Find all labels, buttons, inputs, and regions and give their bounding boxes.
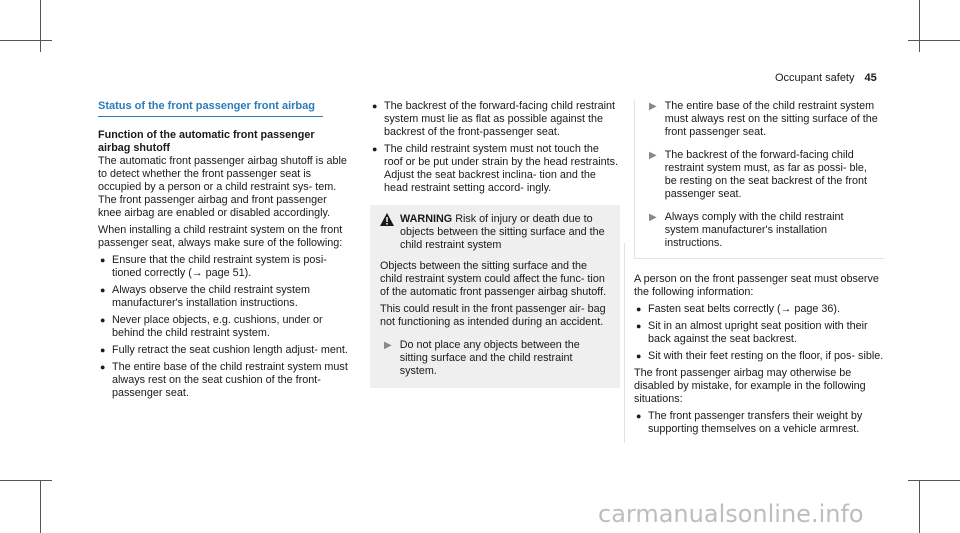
- bullet-icon: ●: [636, 304, 642, 314]
- list-item: ● Ensure that the child restraint system is posi- tioned correctly (→ page 51).: [100, 254, 327, 279]
- list-item: ● The backrest of the forward-facing child restraint system must lie as flat as possible against the backrest of the front-passenger seat.: [372, 100, 616, 138]
- page-header: [775, 72, 877, 85]
- arrow-right-icon: ▶: [649, 101, 657, 112]
- crop-mark: [908, 40, 960, 41]
- list-item: ● Always observe the child restraint system manufacturer's installation instructions.: [100, 284, 311, 309]
- crop-mark: [0, 480, 52, 481]
- bullet-list: [634, 410, 884, 436]
- list-item: ● Sit with their feet resting on the floor, if pos- sible.: [636, 350, 884, 362]
- instruction-panel: [634, 100, 884, 259]
- warning-box: [370, 205, 620, 388]
- list-item: ● Fasten seat belts correctly (→ page 36).: [636, 303, 841, 315]
- crop-mark: [40, 0, 41, 52]
- crop-mark: [908, 480, 960, 481]
- column-3: [634, 100, 884, 440]
- arrow-right-icon: ▶: [384, 340, 392, 351]
- instruction-text: The entire base of the child restraint system must always rest on the sitting surface of the front passenger seat.: [664, 100, 878, 138]
- list-item: ● Sit in an almost upright seat position with their back against the seat backrest.: [636, 320, 868, 345]
- section-title: Status of the front passenger front airbag: [98, 100, 323, 117]
- paragraph: A person on the front passenger seat must observe the following information:: [634, 273, 879, 298]
- bullet-icon: ●: [636, 321, 642, 331]
- instruction-item: [645, 211, 880, 250]
- warning-body: Objects between the sitting surface and the child restraint system could affect the func- tion of the automatic front passenger airbag shutoff.: [380, 260, 607, 298]
- crop-mark: [919, 0, 920, 52]
- warning-heading: [380, 213, 610, 252]
- column-2: [370, 100, 620, 388]
- instruction-text: Always comply with the child restraint system manufacturer's installation instructions.: [664, 211, 844, 249]
- section-name: Occupant safety: [775, 72, 855, 84]
- bullet-list: [98, 254, 348, 400]
- instruction-item: [645, 149, 880, 201]
- warning-body: This could result in the front passenger air- bag not functioning as intended during an accident.: [380, 303, 606, 328]
- instruction-text: Do not place any objects between the sitting surface and the child restraint system.: [399, 339, 580, 377]
- paragraph: When installing a child restraint system on the front passenger seat, always make sure of the following:: [98, 224, 343, 249]
- bullet-icon: ●: [100, 345, 106, 355]
- paragraph: The front passenger airbag may otherwise be disabled by mistake, for example in the following situations:: [634, 367, 866, 405]
- warning-triangle-icon: [380, 213, 394, 226]
- bullet-icon: ●: [372, 144, 378, 154]
- warning-headline: Risk of injury or death due to objects between the sitting surface and the child restraint system: [400, 213, 605, 251]
- bullet-icon: ●: [100, 285, 106, 295]
- arrow-right-icon: ▶: [649, 150, 657, 161]
- bullet-list: [634, 303, 884, 363]
- watermark: carmanualsonline.info: [598, 500, 864, 528]
- bullet-icon: ●: [636, 351, 642, 361]
- arrow-right-icon: ▶: [649, 212, 657, 223]
- page-number: 45: [864, 72, 877, 84]
- bullet-list: [370, 100, 620, 195]
- crop-mark: [0, 40, 52, 41]
- list-item: ● The entire base of the child restraint system must always rest on the seat cushion of the front-passenger seat.: [100, 361, 348, 399]
- bullet-icon: ●: [372, 101, 378, 111]
- bullet-icon: ●: [636, 411, 642, 421]
- bullet-icon: ●: [100, 362, 106, 372]
- bullet-icon: ●: [100, 255, 106, 265]
- column-1: [98, 100, 348, 404]
- paragraph: The automatic front passenger airbag shutoff is able to detect whether the front passenger seat is occupied by a person or a child restraint sys- tem. The front passenger airbag and front passenger knee airbag are enabled or disabled accordingly.: [98, 155, 347, 219]
- crop-mark: [40, 480, 41, 533]
- list-item: ● The front passenger transfers their weight by supporting themselves on a vehicle armrest.: [636, 410, 863, 435]
- warning-label: WARNING: [400, 213, 453, 225]
- list-item: ● Fully retract the seat cushion length adjust- ment.: [100, 344, 348, 356]
- instruction-item: [645, 100, 880, 139]
- divider: [624, 243, 625, 443]
- instruction-text: The backrest of the forward-facing child restraint system must, as far as possi- ble, be resting on the seat backrest of the front passenger seat.: [664, 149, 867, 200]
- bullet-icon: ●: [100, 315, 106, 325]
- subsection-title: Function of the automatic front passenger airbag shutoff: [98, 129, 315, 154]
- list-item: ● The child restraint system must not touch the roof or be put under strain by the head restraints. Adjust the seat backrest inclina- tion and the head restraint setting accord- ingly.: [372, 143, 619, 194]
- list-item: ● Never place objects, e.g. cushions, under or behind the child restraint system.: [100, 314, 323, 339]
- crop-mark: [919, 480, 920, 533]
- instruction-item: [380, 339, 610, 378]
